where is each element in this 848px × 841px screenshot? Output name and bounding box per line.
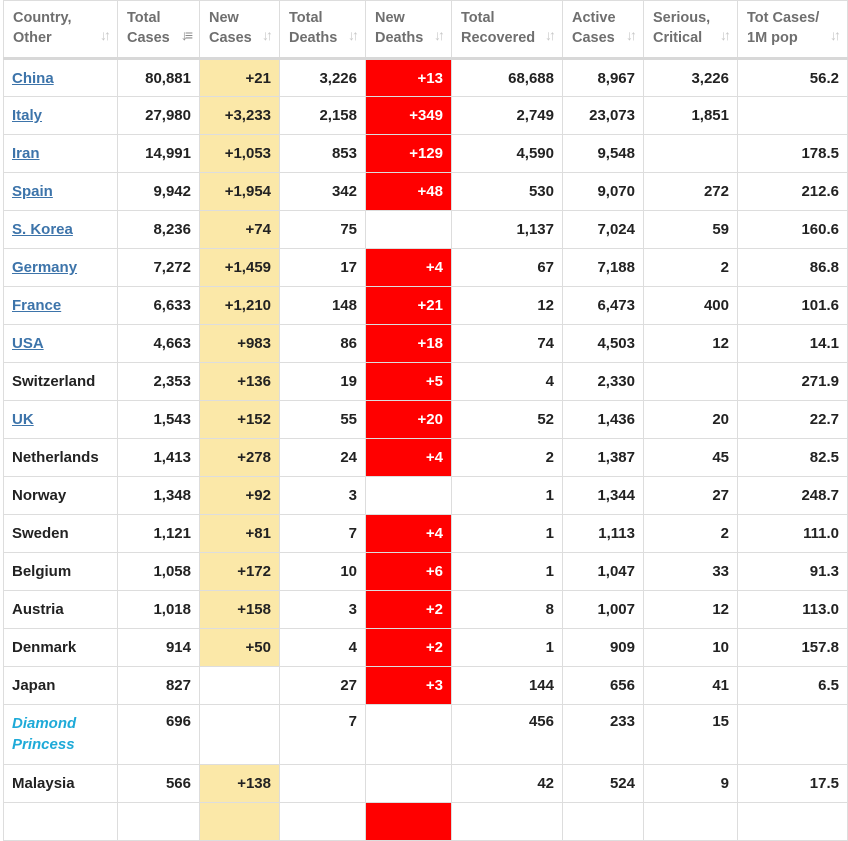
cell-total-deaths: 7: [280, 705, 366, 765]
cell-active-cases: 9,548: [563, 135, 644, 173]
cell-new-deaths: [366, 477, 452, 515]
cell-total-cases: 7,272: [118, 249, 200, 287]
header-label-line1: Total: [127, 10, 161, 26]
cell-serious-critical: 15: [644, 705, 738, 765]
country-name: Norway: [12, 487, 67, 504]
cell-serious-critical: 2: [644, 249, 738, 287]
cell-active-cases: 1,007: [563, 591, 644, 629]
cell-new-cases: +92: [200, 477, 280, 515]
header-label-line2: Deaths: [289, 30, 338, 46]
cell-total-deaths: 7: [280, 515, 366, 553]
cell-total-recovered: 456: [452, 705, 563, 765]
header-new-deaths[interactable]: [366, 1, 452, 59]
cell-country: [4, 591, 118, 629]
cell-total-cases: 2,353: [118, 363, 200, 401]
cell-country: [4, 97, 118, 135]
header-label-line1: New: [209, 10, 239, 26]
cell-total-deaths: [280, 803, 366, 841]
cell-total-deaths: 4: [280, 629, 366, 667]
cell-total-deaths: 10: [280, 553, 366, 591]
header-new-cases[interactable]: [200, 1, 280, 59]
cell-cases-per-million: 17.5: [738, 765, 848, 803]
cell-total-deaths: 86: [280, 325, 366, 363]
cell-total-cases: 80,881: [118, 59, 200, 97]
cell-total-recovered: 1,137: [452, 211, 563, 249]
cell-total-cases: 1,121: [118, 515, 200, 553]
cell-active-cases: 656: [563, 667, 644, 705]
cell-total-deaths: 342: [280, 173, 366, 211]
cell-new-deaths: +3: [366, 667, 452, 705]
cell-active-cases: 1,436: [563, 401, 644, 439]
table-row: [4, 325, 848, 363]
cell-serious-critical: 41: [644, 667, 738, 705]
cell-country: [4, 515, 118, 553]
cell-new-cases: +50: [200, 629, 280, 667]
cell-new-cases: +74: [200, 211, 280, 249]
cell-active-cases: 9,070: [563, 173, 644, 211]
cell-total-deaths: 75: [280, 211, 366, 249]
cell-cases-per-million: 212.6: [738, 173, 848, 211]
cell-total-recovered: 1: [452, 553, 563, 591]
cell-serious-critical: 272: [644, 173, 738, 211]
cell-total-cases: 27,980: [118, 97, 200, 135]
cell-total-recovered: 52: [452, 401, 563, 439]
cell-new-deaths: +4: [366, 515, 452, 553]
cell-active-cases: 6,473: [563, 287, 644, 325]
cell-new-cases: +21: [200, 59, 280, 97]
country-name: Netherlands: [12, 449, 99, 466]
cell-total-recovered: 1: [452, 515, 563, 553]
table-row: [4, 211, 848, 249]
sort-desc-active-icon[interactable]: ↓≡: [180, 27, 190, 43]
cell-serious-critical: 400: [644, 287, 738, 325]
cell-country: [4, 135, 118, 173]
cell-total-cases: 1,413: [118, 439, 200, 477]
country-link[interactable]: Italy: [12, 107, 43, 124]
cell-new-deaths: +4: [366, 439, 452, 477]
cell-cases-per-million: 113.0: [738, 591, 848, 629]
cell-active-cases: [563, 803, 644, 841]
cell-cases-per-million: 157.8: [738, 629, 848, 667]
cell-total-deaths: 3: [280, 591, 366, 629]
cell-total-deaths: 853: [280, 135, 366, 173]
sort-arrows-icon[interactable]: ↓↑: [434, 27, 442, 43]
cell-serious-critical: 45: [644, 439, 738, 477]
cell-serious-critical: 59: [644, 211, 738, 249]
cell-new-cases: +1,954: [200, 173, 280, 211]
cell-new-deaths: [366, 705, 452, 765]
sort-arrows-icon[interactable]: ↓↑: [720, 27, 728, 43]
cell-new-cases: +1,459: [200, 249, 280, 287]
cell-total-recovered: 4: [452, 363, 563, 401]
country-link[interactable]: S. Korea: [12, 221, 73, 238]
cell-cases-per-million: [738, 803, 848, 841]
country-name: Malaysia: [12, 775, 75, 792]
cell-country: [4, 629, 118, 667]
cell-serious-critical: [644, 135, 738, 173]
cell-new-cases: +983: [200, 325, 280, 363]
cell-active-cases: 1,344: [563, 477, 644, 515]
table-row: [4, 249, 848, 287]
cell-active-cases: 1,113: [563, 515, 644, 553]
header-active-cases[interactable]: [563, 1, 644, 59]
cell-total-cases: 914: [118, 629, 200, 667]
cell-new-deaths: +2: [366, 629, 452, 667]
header-total-deaths[interactable]: [280, 1, 366, 59]
table-row: [4, 591, 848, 629]
cell-serious-critical: 33: [644, 553, 738, 591]
cell-new-deaths: +48: [366, 173, 452, 211]
cell-cases-per-million: 56.2: [738, 59, 848, 97]
cell-total-cases: 1,018: [118, 591, 200, 629]
header-label-line1: Serious,: [653, 10, 711, 26]
cell-new-deaths: +13: [366, 59, 452, 97]
cell-serious-critical: [644, 803, 738, 841]
cell-total-deaths: 2,158: [280, 97, 366, 135]
cell-serious-critical: 20: [644, 401, 738, 439]
table-row: [4, 803, 848, 841]
cell-total-recovered: 2: [452, 439, 563, 477]
cell-country: [4, 803, 118, 841]
cell-new-deaths: +6: [366, 553, 452, 591]
cell-active-cases: 2,330: [563, 363, 644, 401]
cell-new-cases: +1,053: [200, 135, 280, 173]
cell-total-deaths: [280, 765, 366, 803]
cell-cases-per-million: 82.5: [738, 439, 848, 477]
cell-total-recovered: [452, 803, 563, 841]
cell-new-deaths: +21: [366, 287, 452, 325]
cell-new-deaths: +349: [366, 97, 452, 135]
cell-new-cases: +136: [200, 363, 280, 401]
cell-cases-per-million: 86.8: [738, 249, 848, 287]
cell-total-deaths: 27: [280, 667, 366, 705]
header-label-line1: Active: [572, 10, 616, 26]
cell-serious-critical: 2: [644, 515, 738, 553]
header-label-line1: Country,: [13, 10, 72, 26]
header-label-line1: New: [375, 10, 405, 26]
cell-total-cases: 14,991: [118, 135, 200, 173]
cell-new-cases: [200, 705, 280, 765]
sort-arrows-icon[interactable]: ↓↑: [262, 27, 270, 43]
cell-country: [4, 705, 118, 765]
cell-total-recovered: 67: [452, 249, 563, 287]
cell-total-recovered: 68,688: [452, 59, 563, 97]
cell-new-deaths: [366, 765, 452, 803]
table-row: [4, 287, 848, 325]
cell-active-cases: 7,188: [563, 249, 644, 287]
cell-total-recovered: 12: [452, 287, 563, 325]
table-row: [4, 97, 848, 135]
cell-total-cases: 4,663: [118, 325, 200, 363]
header-serious-critical[interactable]: [644, 1, 738, 59]
header-country[interactable]: [4, 1, 118, 59]
country-name: Austria: [12, 601, 64, 618]
cell-serious-critical: [644, 363, 738, 401]
header-row: [4, 1, 848, 59]
cell-serious-critical: 3,226: [644, 59, 738, 97]
table-row: [4, 705, 848, 765]
cell-serious-critical: 9: [644, 765, 738, 803]
cell-active-cases: 233: [563, 705, 644, 765]
cell-total-recovered: 8: [452, 591, 563, 629]
sort-arrows-icon[interactable]: ↓↑: [545, 27, 553, 43]
cell-new-cases: [200, 667, 280, 705]
cell-total-recovered: 144: [452, 667, 563, 705]
header-label-line2: Cases: [209, 30, 252, 46]
cell-country: [4, 249, 118, 287]
cell-cases-per-million: 160.6: [738, 211, 848, 249]
cell-total-cases: 696: [118, 705, 200, 765]
country-link[interactable]: Germany: [12, 259, 78, 276]
cell-cases-per-million: 22.7: [738, 401, 848, 439]
cell-serious-critical: 12: [644, 591, 738, 629]
table-row: [4, 515, 848, 553]
cell-new-cases: +81: [200, 515, 280, 553]
cell-new-cases: +172: [200, 553, 280, 591]
cell-total-recovered: 1: [452, 629, 563, 667]
country-link[interactable]: Iran: [12, 145, 40, 162]
cell-country: [4, 477, 118, 515]
cell-total-recovered: 2,749: [452, 97, 563, 135]
cell-total-deaths: 17: [280, 249, 366, 287]
cell-total-cases: 1,348: [118, 477, 200, 515]
country-name: Japan: [12, 677, 56, 694]
cell-active-cases: 1,387: [563, 439, 644, 477]
table-row: [4, 667, 848, 705]
cell-total-cases: 566: [118, 765, 200, 803]
country-link[interactable]: Spain: [12, 183, 53, 200]
header-label-line1: Total: [461, 10, 495, 26]
country-name: Switzerland: [12, 373, 96, 390]
header-label-line2: Other: [13, 30, 52, 46]
cell-cases-per-million: 178.5: [738, 135, 848, 173]
cell-total-recovered: 4,590: [452, 135, 563, 173]
cell-new-cases: +278: [200, 439, 280, 477]
cell-country: [4, 211, 118, 249]
cell-country: [4, 439, 118, 477]
table-row: [4, 439, 848, 477]
sort-arrows-icon[interactable]: ↓↑: [100, 27, 108, 43]
country-link-ship[interactable]: Diamond Princess: [12, 715, 77, 753]
cell-country: [4, 363, 118, 401]
cell-total-cases: 827: [118, 667, 200, 705]
cell-new-deaths: +129: [366, 135, 452, 173]
cell-active-cases: 524: [563, 765, 644, 803]
cell-serious-critical: 1,851: [644, 97, 738, 135]
sort-arrows-icon[interactable]: ↓↑: [348, 27, 356, 43]
cell-new-deaths: +5: [366, 363, 452, 401]
cell-active-cases: 1,047: [563, 553, 644, 591]
cell-total-cases: 6,633: [118, 287, 200, 325]
cell-active-cases: 909: [563, 629, 644, 667]
header-label-line2: Recovered: [461, 30, 536, 46]
cell-total-deaths: 24: [280, 439, 366, 477]
table-row: [4, 401, 848, 439]
country-link[interactable]: China: [12, 69, 54, 87]
cell-active-cases: 8,967: [563, 59, 644, 97]
header-cases-per-million[interactable]: [738, 1, 848, 59]
cell-cases-per-million: 248.7: [738, 477, 848, 515]
cell-new-cases: +138: [200, 765, 280, 803]
header-label-line1: Tot Cases/: [747, 10, 820, 26]
header-total-recovered[interactable]: [452, 1, 563, 59]
table-row: [4, 173, 848, 211]
header-label-line2: Cases: [127, 30, 170, 46]
cell-total-cases: 1,543: [118, 401, 200, 439]
cell-country: [4, 173, 118, 211]
country-link[interactable]: USA: [12, 335, 44, 352]
cell-cases-per-million: 14.1: [738, 325, 848, 363]
cell-total-recovered: 42: [452, 765, 563, 803]
cell-cases-per-million: 271.9: [738, 363, 848, 401]
cell-total-recovered: 1: [452, 477, 563, 515]
cell-cases-per-million: 111.0: [738, 515, 848, 553]
table-row: [4, 363, 848, 401]
cell-total-cases: 8,236: [118, 211, 200, 249]
sort-arrows-icon[interactable]: ↓↑: [626, 27, 634, 43]
table-body: [4, 59, 848, 841]
cell-cases-per-million: 101.6: [738, 287, 848, 325]
cell-country: [4, 667, 118, 705]
cell-total-cases: [118, 803, 200, 841]
cell-new-deaths: +2: [366, 591, 452, 629]
cell-total-deaths: 19: [280, 363, 366, 401]
cell-new-deaths: +20: [366, 401, 452, 439]
table-row: [4, 553, 848, 591]
cell-new-cases: +3,233: [200, 97, 280, 135]
header-label-line2: 1M pop: [747, 30, 798, 46]
cell-total-recovered: 530: [452, 173, 563, 211]
cell-cases-per-million: 91.3: [738, 553, 848, 591]
cell-new-cases: +158: [200, 591, 280, 629]
cell-active-cases: 23,073: [563, 97, 644, 135]
country-link[interactable]: UK: [12, 411, 34, 428]
cell-serious-critical: 27: [644, 477, 738, 515]
table-row: [4, 135, 848, 173]
country-name: Belgium: [12, 563, 72, 580]
cell-serious-critical: 12: [644, 325, 738, 363]
cell-new-cases: +1,210: [200, 287, 280, 325]
cell-country: [4, 765, 118, 803]
cell-new-deaths: [366, 211, 452, 249]
cell-total-deaths: 148: [280, 287, 366, 325]
header-label-line2: Cases: [572, 30, 615, 46]
table-row: [4, 59, 848, 97]
country-link[interactable]: France: [12, 297, 62, 314]
table-row: [4, 477, 848, 515]
cell-new-deaths: +4: [366, 249, 452, 287]
covid-stats-table: [3, 0, 848, 841]
header-total-cases[interactable]: [118, 1, 200, 59]
cell-total-recovered: 74: [452, 325, 563, 363]
table-row: [4, 629, 848, 667]
country-name: Sweden: [12, 525, 69, 542]
cell-total-deaths: 3,226: [280, 59, 366, 97]
header-label-line2: Deaths: [375, 30, 424, 46]
cell-new-deaths: [366, 803, 452, 841]
cell-country: [4, 287, 118, 325]
cell-cases-per-million: [738, 97, 848, 135]
cell-country: [4, 325, 118, 363]
sort-arrows-icon[interactable]: ↓↑: [830, 27, 838, 43]
cell-serious-critical: 10: [644, 629, 738, 667]
cell-cases-per-million: 6.5: [738, 667, 848, 705]
cell-country: [4, 553, 118, 591]
cell-new-cases: [200, 803, 280, 841]
cell-country: [4, 401, 118, 439]
cell-total-cases: 9,942: [118, 173, 200, 211]
cell-country: [4, 59, 118, 97]
country-name: Denmark: [12, 639, 77, 656]
cell-new-deaths: +18: [366, 325, 452, 363]
table-row: [4, 765, 848, 803]
header-label-line2: Critical: [653, 30, 703, 46]
cell-cases-per-million: [738, 705, 848, 765]
header-label-line1: Total: [289, 10, 323, 26]
cell-active-cases: 7,024: [563, 211, 644, 249]
cell-total-deaths: 3: [280, 477, 366, 515]
cell-new-cases: +152: [200, 401, 280, 439]
cell-total-cases: 1,058: [118, 553, 200, 591]
cell-total-deaths: 55: [280, 401, 366, 439]
cell-active-cases: 4,503: [563, 325, 644, 363]
